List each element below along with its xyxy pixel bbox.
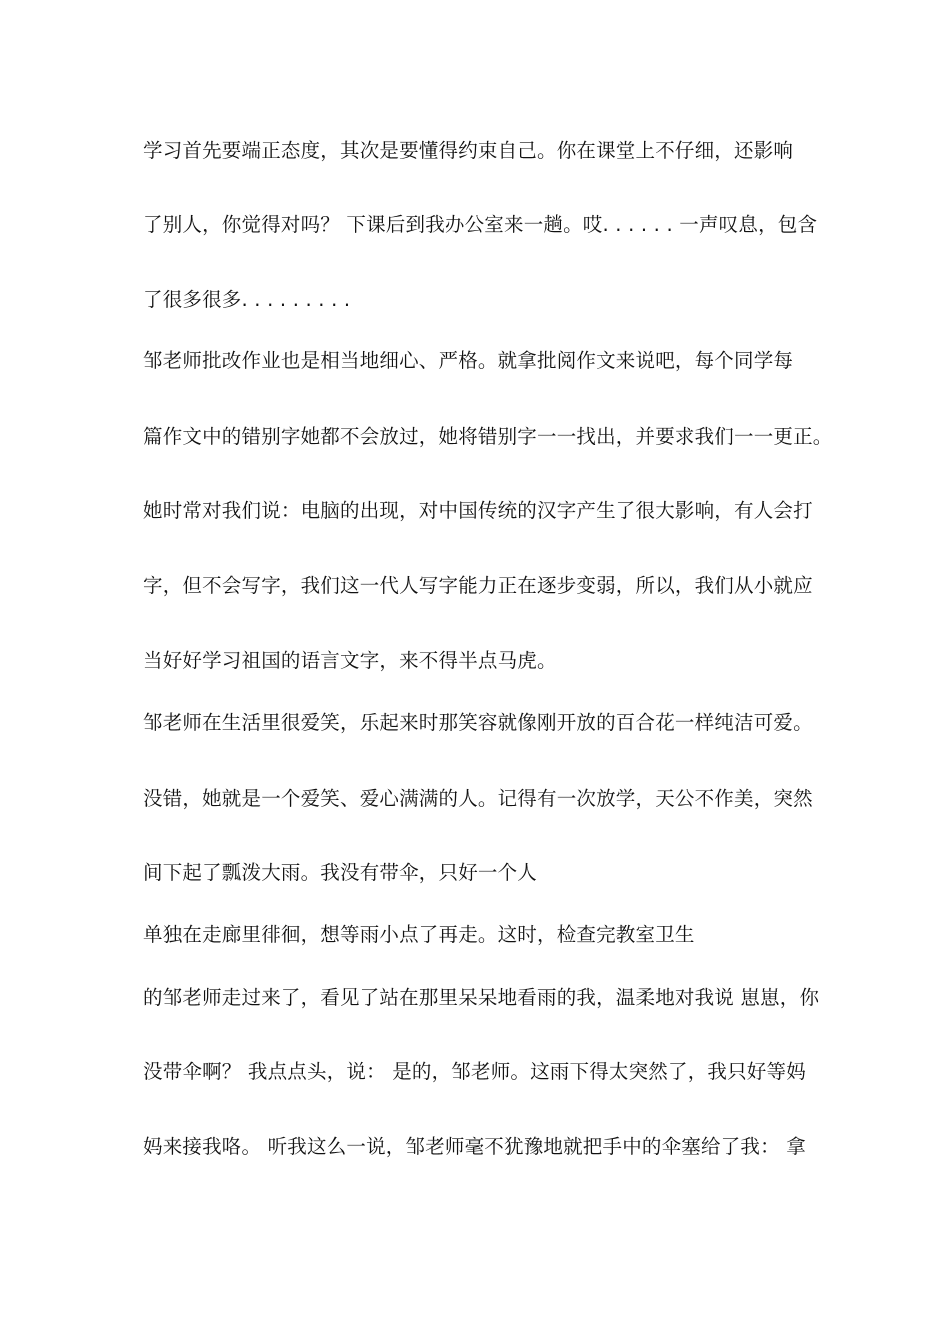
text-line: 的邹老师走过来了，看见了站在那里呆呆地看雨的我，温柔地对我说 崽崽，你 xyxy=(143,986,820,1009)
text-line: 篇作文中的错别字她都不会放过，她将错别字一一找出，并要求我们一一更正。 xyxy=(143,425,833,448)
text-line: 了别人，你觉得对吗？ 下课后到我办公室来一趟。哎. . . . . . 一声叹息，包含 xyxy=(143,213,818,236)
text-line: 邹老师批改作业也是相当地细心、严格。就拿批阅作文来说吧，每个同学每 xyxy=(143,349,794,372)
text-line: 没错，她就是一个爱笑、爱心满满的人。记得有一次放学，天公不作美，突然 xyxy=(143,787,813,810)
text-line: 间下起了瓢泼大雨。我没有带伞，只好一个人 xyxy=(143,861,538,884)
text-line: 她时常对我们说：电脑的出现，对中国传统的汉字产生了很大影响，有人会打 xyxy=(143,499,813,522)
text-line: 邹老师在生活里很爱笑，乐起来时那笑容就像刚开放的百合花一样纯洁可爱。 xyxy=(143,711,813,734)
text-line: 当好好学习祖国的语言文字，来不得半点马虎。 xyxy=(143,649,557,672)
text-line: 妈来接我咯。 听我这么一说，邹老师毫不犹豫地就把手中的伞塞给了我： 拿 xyxy=(143,1135,806,1158)
text-line: 没带伞啊？ 我点点头，说： 是的，邹老师。这雨下得太突然了，我只好等妈 xyxy=(143,1060,806,1083)
text-line: 单独在走廊里徘徊，想等雨小点了再走。这时，检查完教室卫生 xyxy=(143,923,695,946)
text-line: 字，但不会写字，我们这一代人写字能力正在逐步变弱，所以，我们从小就应 xyxy=(143,574,813,597)
text-line: 了很多很多. . . . . . . . . xyxy=(143,288,351,311)
text-line: 学习首先要端正态度，其次是要懂得约束自己。你在课堂上不仔细，还影响 xyxy=(143,139,794,162)
